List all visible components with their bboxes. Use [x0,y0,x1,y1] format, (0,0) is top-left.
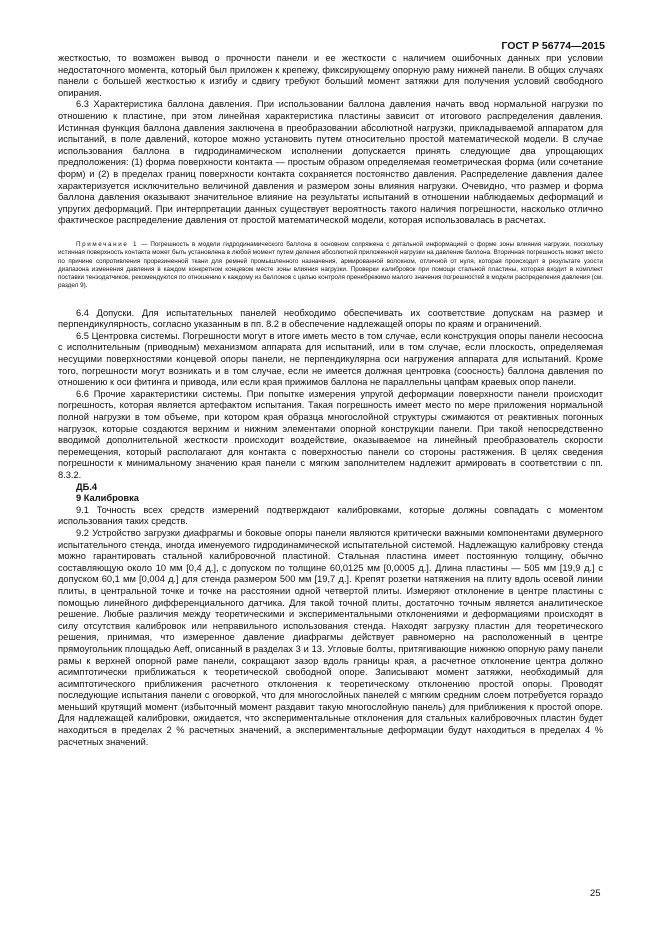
paragraph-continuation: жесткостью, то возможен вывод о прочности панели и ее жесткости с наличием ошибочных данных при условии недостаточного момента, который был приложен к крепежу, фиксирующему опорную раму нижней панели. В общих случаях панели с большей жесткостью к изгибу и сдвигу требуют больший момент затяжки для получения условий свободного опирания. [58,53,603,98]
page-body [58,53,603,748]
paragraph-9-1: 9.1 Точность всех средств измерений подтверждают калибровками, которые должны совпадать с моментом использования таких средств. [58,504,603,527]
paragraph-6-5: 6.5 Центровка системы. Погрешности могут в итоге иметь место в том случае, если конструкция опоры панели несоосна с исполнительным (приводным) механизмом аппарата для испытаний, или в том случае, если плоскость, определяемая несущими поверхностями концевой опоры панели, не перпендикулярна оси нагружения аппарата для испытаний. Кроме того, погрешности могут возникать и в том случае, если не имеется должная центровка (соосность) баллона давления по отношению к оси фитинга и привода, или если края прижимов баллона не параллельны цапфам краевых опор панели. [58,330,603,388]
section-heading-calibration: 9 Калибровка [76,493,139,504]
note-text: — Погрешность в модели гидродинамического баллона в основном сопряжена с детальной информацией о форме зоны влияния нагрузки, поскольку истинная поверхность контакта может быть установлена в любой момент путем деления абсолютной приложенной нагрузки на давление баллона. Вторичная погрешность может место по причине сопротивления прорезиненной ткани для ремней промышленного назначения, армированной волокном, отличной от нуля, которая происходит в результате узости диапазона изменения давления в каждом конкретном концевом месте зоны влияния нагрузки. Проверки калибровок при помощи стальной пластины, которая входит в комплект поставки тензодатчиков, рекомендуются по отношению к каждому из баллонов с целью контроля пренебрежимо малого значения погрешностей в модели распределения давления (см. раздел 9). [58,240,603,290]
paragraph-9-2: 9.2 Устройство загрузки диафрагмы и боковые опоры панели являются критически важными компонентами двумерного испытательного стенда, иногда именуемого гидродинамической испытательной системой. Надлежащую калибровку стенда можно гарантировать стальной калибровочной пластиной. Стальная пластина имеет постоянную толщину, обычно составляющую около 10 мм [0,4 д.], с допуском по толщине 60,0125 мм [0,0005 д.]. Длина пластины — 505 мм [19,9 д.] с допуском 60,1 мм [0,004 д.] для стенда размером 500 мм [19,7 д.]. Крепят розетки натяжения на плиту вдоль осевой линии плиты, в центральной точке и точке на расстоянии одной четвертой плиты. Измеряют отклонение в центре пластины с помощью линейного дифференциального датчика. Для такой точной плиты, достаточно точным является аналитическое решение. Любые различия между теоретическими и экспериментальными отклонениями и деформациями происходят в силу отсутствия калибровок или неправильного использования стенда. Находят загрузку пластин для теоретического решения, принимая, что измеренное давление диафрагмы действует равномерно на расположенный в центре прямоугольник площадью Aeff, описанный в разделах 3 и 13. Угловые болты, притягивающие нижнюю опорную раму панели рамы к верхней опорной раме панели, сокращают зазор вдоль границы края, а расчетное отклонение центра должно асимптотически приближаться к теоретической свободной опоре. Записывают момент затяжки, необходимый для асимптотического приближения расчетного отклонения к теоретическому отклонению простой опоры. Проводят последующие испытания панели с оговоркой, что для многослойных панелей с мягким средним слоем потребуется гораздо меньший крутящий момент (избыточный момент раздавит такую многослойную панель) для приближения к простой опоре. Для надлежащей калибровки, ожидается, что экспериментальные отклонения для стальных калибровочных пластин будет находиться в пределах 2 % расчетных значений, а экспериментальные деформации будут находиться в пределах 4 % расчетных значений. [58,527,603,747]
section-heading-db4: ДБ.4 [76,481,98,492]
standard-code-header: ГОСТ Р 56774—2015 [501,40,605,52]
page-number: 25 [590,888,601,899]
note-1 [58,241,603,291]
paragraph-6-4: 6.4 Допуски. Для испытательных панелей необходимо обеспечивать их соответствие допускам на размер и перпендикулярность, согласно указанным в пп. 8.2 в обеспечение надлежащей опоры по краям и ограничений. [58,307,603,330]
paragraph-6-3: 6.3 Характеристика баллона давления. При использовании баллона давления начать ввод нормальной нагрузки по отношению к пластине, при этом линейная характеристика пластины зависит от итогового распределения давления. Истинная функция баллона давления заключена в преобразовании абсолютной нагрузки, прикладываемой аппаратом для испытаний, в поле давлений, которое можно установить путем относительно простой математической модели. В случае использования баллона в гидродинамическом исполнении допускается принять следующие два упрощающих предположения: (1) форма поверхности контакта — простым образом определяемая геометрическая форма (или сочетание форм) и (2) в пределах границ поверхности контакта сохраняется постоянство давления. Распределение давления далее характеризуется исключительно величиной давления и размером зоны влияния нагрузки. Очевидно, что размер и форма баллона давления оказывают значительное влияние на результаты испытаний в отношении наблюдаемых деформаций и упругих деформаций. При интерпретации данных существует вероятность такого наличия погрешности, насколько отлично фактическое распределение давления от простой математической модели, которая использовалась в расчетах. [58,99,603,226]
note-label: Примечание 1 [76,240,139,248]
paragraph-6-6: 6.6 Прочие характеристики системы. При попытке измерения упругой деформации поверхности панели происходит погрешность, которая является артефактом испытания. Такая погрешность имеет место по мере приложения нормальной полной нагрузки в том объеме, при котором края образца многослойной структуры сжимаются от реактивных погонных нагрузок, которые создаются верхним и нижним элементами опорной конструкции панели. При такой непосредственно вводимой дополнительной жесткости происходит воздействие, оказываемое на линейный преобразователь скорости перемещения, который располагают для контакта с поверхностью панели со стороны растяжения. В целях сведения погрешности к минимальному значению края панели с мягким заполнителем надлежит армировать в соответствии с пп. 8.3.2. [58,388,603,480]
